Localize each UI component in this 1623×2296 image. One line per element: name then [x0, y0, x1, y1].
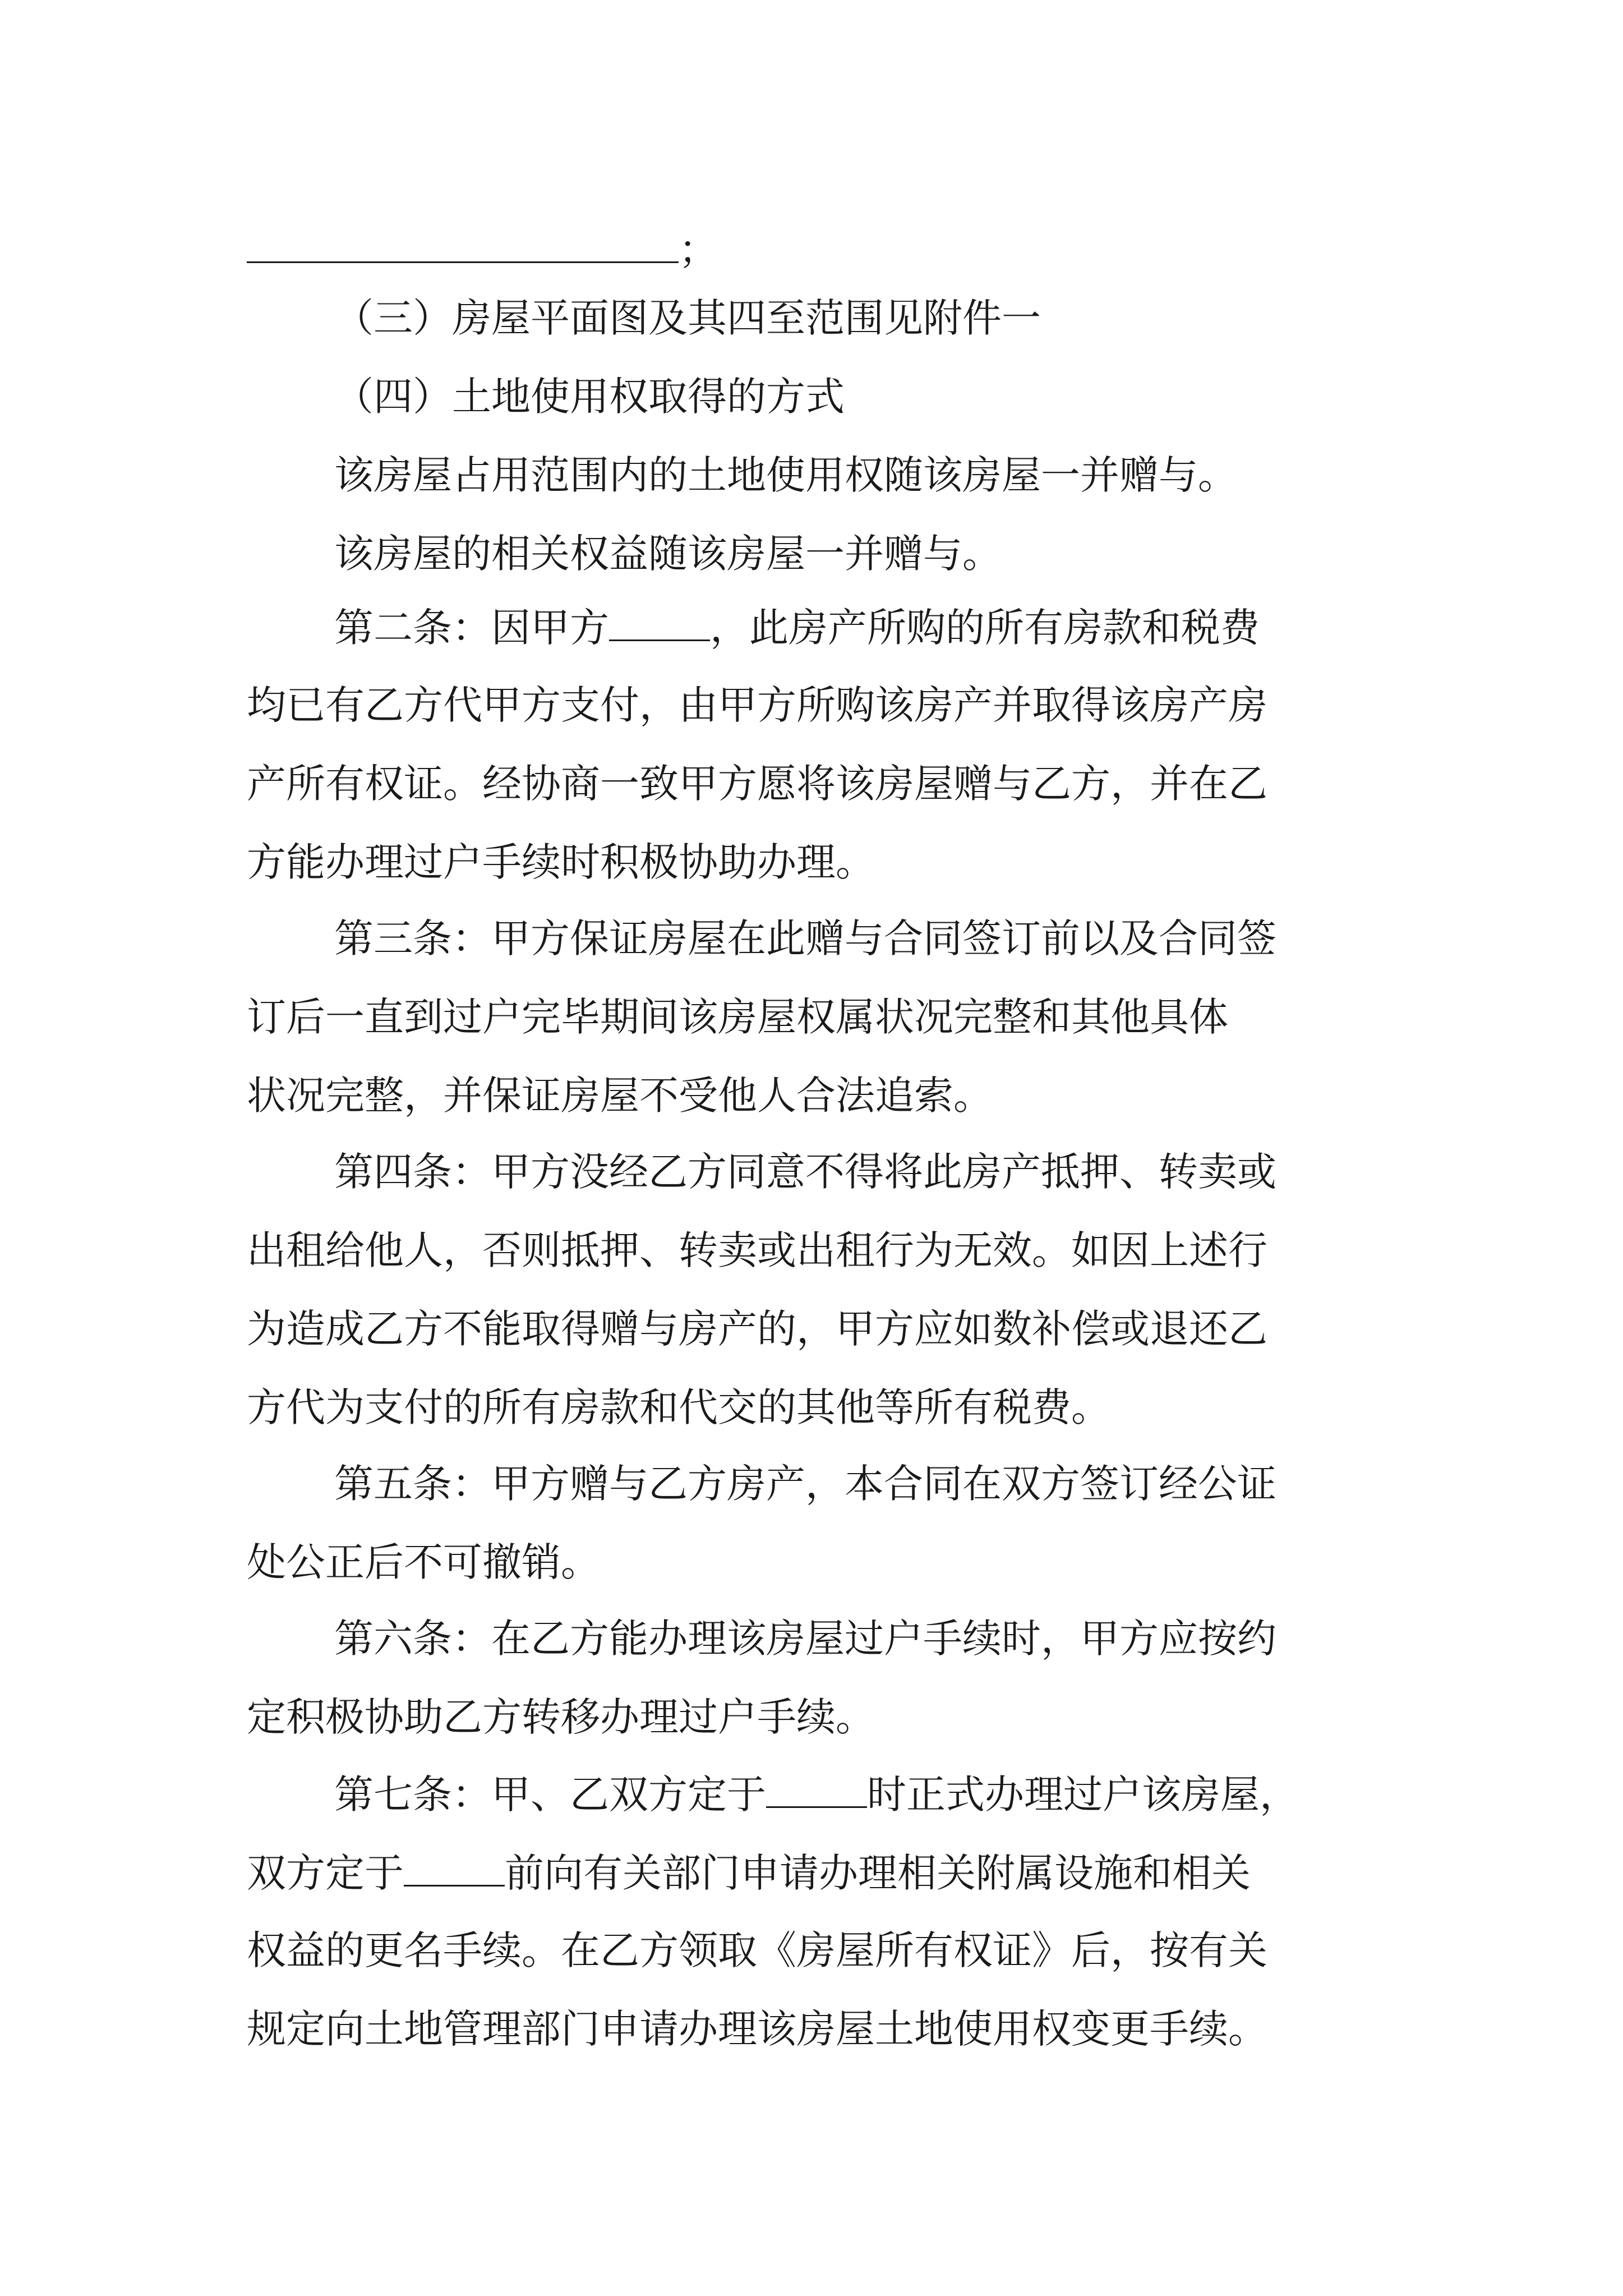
article-2-line: 第二条：因甲方 ，此房产所购的所有房款和税费 — [334, 601, 1260, 652]
paragraph-line: 双方定于 前向有关部门申请办理相关附属设施和相关 — [247, 1847, 1251, 1897]
paragraph-line: 均已有乙方代甲方支付，由甲方所购该房产并取得该房产房 — [247, 682, 1267, 728]
section-heading-3: （三）房屋平面图及其四至范围见附件一 — [334, 295, 1041, 341]
fill-in-blank — [247, 223, 679, 263]
paragraph-line: 方代为支付的所有房款和代交的其他等所有税费。 — [247, 1384, 1110, 1430]
text-line: ； — [247, 223, 718, 274]
paragraph-line: 处公正后不可撤销。 — [247, 1539, 600, 1585]
fill-in-blank — [766, 1768, 867, 1808]
paragraph-line: 方能办理过户手续时积极协助办理。 — [247, 839, 875, 885]
paragraph-line: 为造成乙方不能取得赠与房产的，甲方应如数补偿或退还乙 — [247, 1306, 1267, 1352]
section-heading-4: （四）土地使用权取得的方式 — [334, 374, 845, 420]
paragraph-line: 权益的更名手续。在乙方领取《房屋所有权证》后，按有关 — [247, 1927, 1267, 1973]
article-6-line: 第六条：在乙方能办理该房屋过户手续时，甲方应按约 — [334, 1616, 1276, 1662]
article-7-line: 第七条：甲、乙双方定于 时正式办理过户该房屋， — [334, 1768, 1299, 1819]
paragraph-line: 订后一直到过户完毕期间该房屋权属状况完整和其他具体 — [247, 994, 1228, 1040]
fill-in-blank — [404, 1847, 505, 1887]
paragraph-line: 状况完整，并保证房屋不受他人合法追索。 — [247, 1073, 993, 1119]
paragraph-line: 定积极协助乙方转移办理过户手续。 — [247, 1694, 875, 1740]
article-4-line: 第四条：甲方没经乙方同意不得将此房产抵押、转卖或 — [334, 1149, 1276, 1195]
paragraph-line: 该房屋占用范围内的土地使用权随该房屋一并赠与。 — [334, 452, 1237, 498]
paragraph-line: 产所有权证。经协商一致甲方愿将该房屋赠与乙方，并在乙 — [247, 761, 1267, 807]
article-5-line: 第五条：甲方赠与乙方房产，本合同在双方签订经公证 — [334, 1461, 1276, 1507]
article-3-line: 第三条：甲方保证房屋在此赠与合同签订前以及合同签 — [334, 915, 1276, 961]
fill-in-blank — [609, 601, 710, 641]
paragraph-line: 该房屋的相关权益随该房屋一并赠与。 — [334, 531, 1002, 577]
paragraph-line: 出租给他人，否则抵押、转卖或出租行为无效。如因上述行 — [247, 1227, 1267, 1273]
paragraph-line: 规定向土地管理部门申请办理该房屋土地使用权变更手续。 — [247, 2006, 1267, 2052]
